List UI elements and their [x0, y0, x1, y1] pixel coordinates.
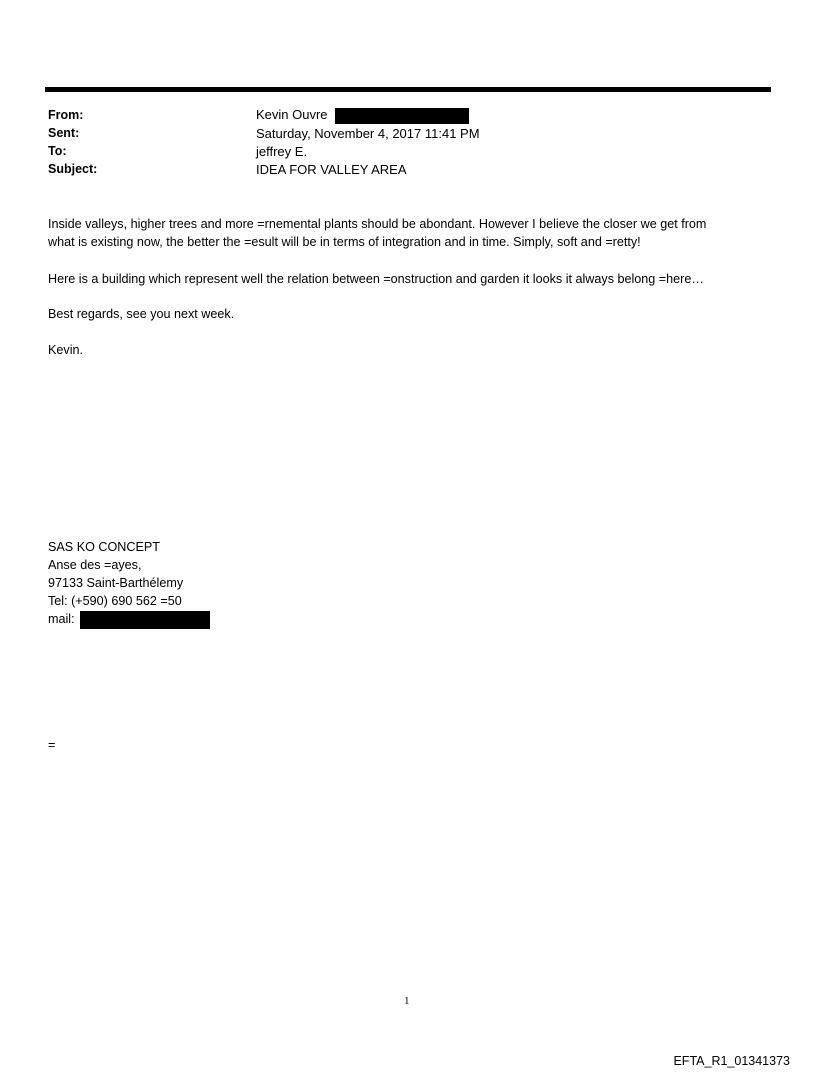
trailing-mark: = — [48, 738, 56, 752]
sent-label: Sent: — [48, 126, 80, 140]
header-rule — [45, 87, 771, 92]
signature-address-1: Anse des =ayes, — [48, 558, 142, 572]
signature-mail-label: mail: — [48, 612, 75, 626]
body-paragraph-2: Here is a building which represent well the relation between =onstruction and garden it looks it always belong =here… — [48, 272, 704, 286]
from-value — [256, 107, 469, 124]
page-number: 1 — [404, 995, 410, 1007]
signature-mail — [48, 610, 210, 629]
body-paragraph-4: Kevin. — [48, 343, 84, 357]
signature-block — [48, 538, 210, 629]
subject-label: Subject: — [48, 162, 98, 176]
body-paragraph-1 — [48, 215, 768, 251]
signature-tel: Tel: (+590) 690 562 =50 — [48, 594, 182, 608]
to-label: To: — [48, 144, 67, 158]
to-value: jeffrey E. — [256, 144, 308, 159]
subject-value: IDEA FOR VALLEY AREA — [256, 162, 407, 177]
body-paragraph-1-line-1: Inside valleys, higher trees and more =rnemental plants should be abondant. However I believe the closer we get from — [48, 217, 707, 231]
from-label: From: — [48, 108, 84, 122]
redacted-email — [335, 108, 469, 124]
body-paragraph-1-line-2: what is existing now, the better the =esult will be in terms of integration and in time. Simply, soft and =retty! — [48, 235, 641, 249]
signature-address-2: 97133 Saint-Barthélemy — [48, 576, 184, 590]
body-paragraph-3: Best regards, see you next week. — [48, 307, 235, 321]
redacted-mail — [80, 611, 210, 629]
signature-company: SAS KO CONCEPT — [48, 540, 160, 554]
sent-value: Saturday, November 4, 2017 11:41 PM — [256, 126, 480, 141]
document-id: EFTA_R1_01341373 — [673, 1054, 790, 1068]
from-name: Kevin Ouvre — [256, 107, 328, 122]
